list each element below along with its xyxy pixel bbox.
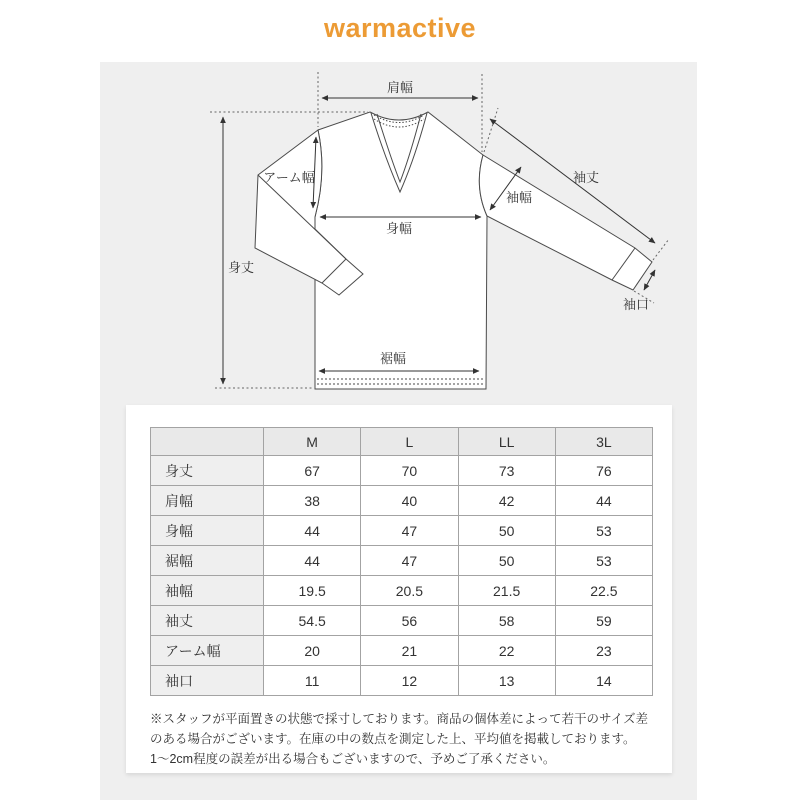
size-row-label: 裾幅 xyxy=(151,546,264,576)
shoulder-width-label: 肩幅 xyxy=(386,80,414,95)
size-cell: 21.5 xyxy=(458,576,555,606)
size-cell: 11 xyxy=(264,666,361,696)
size-cell: 20 xyxy=(264,636,361,666)
table-row xyxy=(151,606,653,636)
body-width-label: 身幅 xyxy=(385,221,413,236)
size-cell: 20.5 xyxy=(361,576,458,606)
size-cell: 21 xyxy=(361,636,458,666)
size-cell: 44 xyxy=(555,486,652,516)
size-cell: 53 xyxy=(555,546,652,576)
table-row xyxy=(151,456,653,486)
size-cell: 22.5 xyxy=(555,576,652,606)
size-cell: 40 xyxy=(361,486,458,516)
size-row-label: 袖丈 xyxy=(151,606,264,636)
size-cell: 58 xyxy=(458,606,555,636)
size-cell: 47 xyxy=(361,516,458,546)
size-cell: 22 xyxy=(458,636,555,666)
size-cell: 50 xyxy=(458,546,555,576)
size-cell: 12 xyxy=(361,666,458,696)
size-table-card xyxy=(126,405,672,773)
table-row xyxy=(151,486,653,516)
size-row-label: アーム幅 xyxy=(151,636,264,666)
measurement-disclaimer: ※スタッフが平面置きの状態で採寸しております。商品の個体差によって若干のサイズ差のある場合がございます。在庫の中の数点を測定した上、平均値を掲載しております。1〜2cm程度の誤差が出る場合もございますので、予めご了承ください。 xyxy=(150,712,649,766)
size-column-header-l: L xyxy=(361,428,458,456)
size-cell: 47 xyxy=(361,546,458,576)
arm-width-label: アーム幅 xyxy=(263,170,315,185)
size-cell: 38 xyxy=(264,486,361,516)
cuff-width-label: 袖口 xyxy=(622,297,650,312)
table-row xyxy=(151,516,653,546)
size-cell: 56 xyxy=(361,606,458,636)
table-row xyxy=(151,546,653,576)
table-row xyxy=(151,576,653,606)
body-length-label: 身丈 xyxy=(227,260,255,275)
size-row-label: 身丈 xyxy=(151,456,264,486)
size-row-label: 身幅 xyxy=(151,516,264,546)
sleeve-length-label: 袖丈 xyxy=(572,170,600,185)
size-cell: 54.5 xyxy=(264,606,361,636)
table-row xyxy=(151,636,653,666)
size-cell: 13 xyxy=(458,666,555,696)
size-cell: 67 xyxy=(264,456,361,486)
size-row-label: 袖口 xyxy=(151,666,264,696)
size-cell: 44 xyxy=(264,546,361,576)
table-row xyxy=(151,666,653,696)
size-cell: 70 xyxy=(361,456,458,486)
brand-logo: warmactive xyxy=(323,13,477,43)
size-column-header-m: M xyxy=(264,428,361,456)
size-cell: 19.5 xyxy=(264,576,361,606)
size-column-header-ll: LL xyxy=(458,428,555,456)
cuff-arrow xyxy=(644,270,655,290)
size-cell: 42 xyxy=(458,486,555,516)
size-cell: 23 xyxy=(555,636,652,666)
garment-measurement-diagram xyxy=(100,62,697,405)
size-cell: 73 xyxy=(458,456,555,486)
size-table xyxy=(150,427,653,696)
shirt-outline xyxy=(255,112,652,389)
size-row-label: 肩幅 xyxy=(151,486,264,516)
size-cell: 14 xyxy=(555,666,652,696)
size-row-label: 袖幅 xyxy=(151,576,264,606)
shirt-body xyxy=(315,112,487,389)
size-cell: 50 xyxy=(458,516,555,546)
size-table-header-row xyxy=(151,428,653,456)
size-cell: 44 xyxy=(264,516,361,546)
hem-width-label: 裾幅 xyxy=(379,351,407,366)
sleeve-width-label: 袖幅 xyxy=(505,190,533,205)
size-column-header-3l: 3L xyxy=(555,428,652,456)
size-table-corner-cell xyxy=(151,428,264,456)
size-cell: 76 xyxy=(555,456,652,486)
size-cell: 53 xyxy=(555,516,652,546)
size-cell: 59 xyxy=(555,606,652,636)
